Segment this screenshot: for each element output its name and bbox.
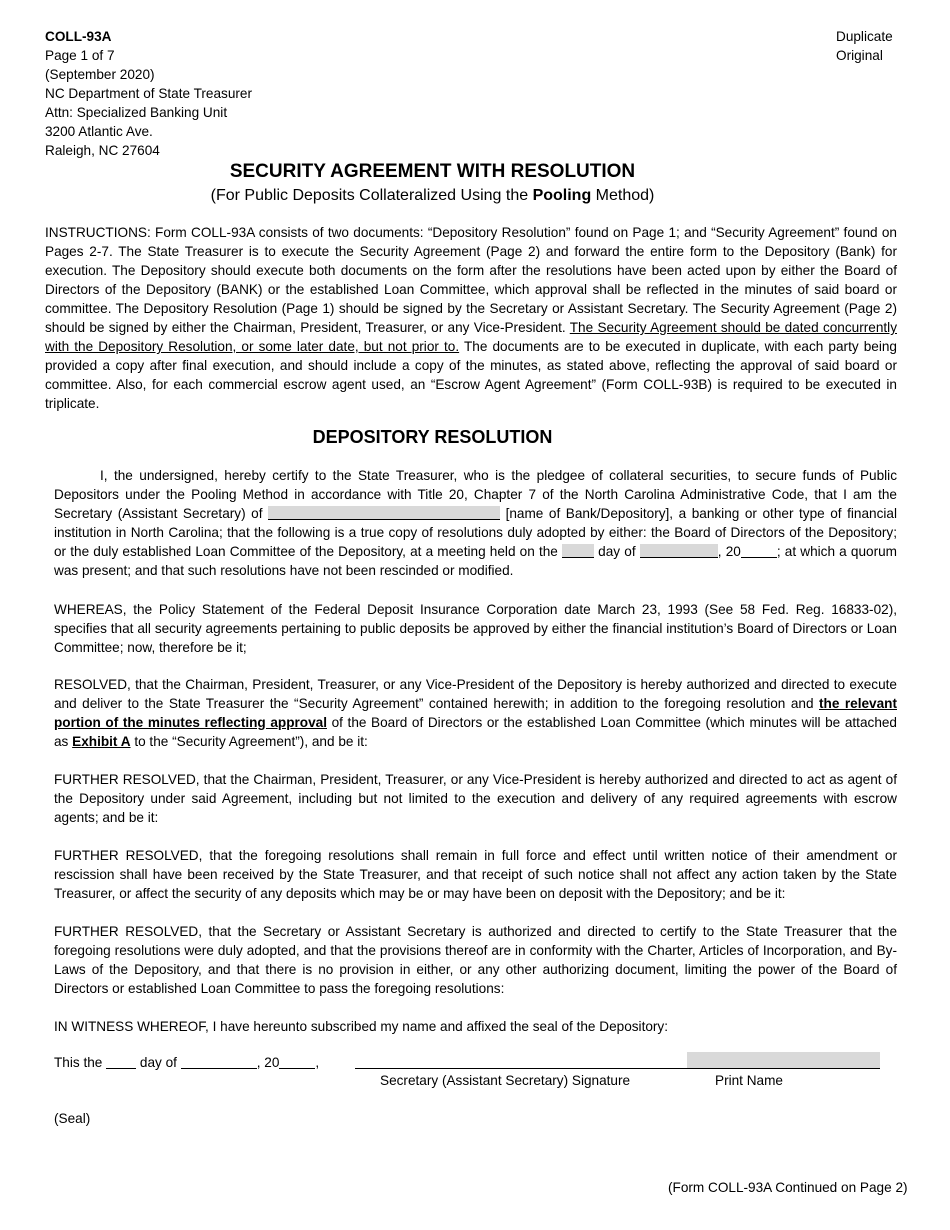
instructions-paragraph: INSTRUCTIONS: Form COLL-93A consists of two documents: “Depository Resolution” found on Page 1; and “Security Agreement” found on Pages 2-7. The State Treasurer is to execute the Security Agreement (Page 2) and forward the entire form to the Depository (Bank) for execution. The Depository should execute both documents on the form after the resolutions have been acted upon by either the Board of Directors of the Depository (BANK) or the established Loan Committee, which approval shall be reflected in the minutes of said board or committee. The Depository Resolution (Page 1) should be signed by the Secretary or Assistant Secretary. The Security Agreement (Page 2) should be signed by either the Chairman, President, Treasurer, or any Vice-President. The Security Agreement should be dated concurrently with the Depository Resolution, or some later date, but not prior to. The documents are to be executed in duplicate, with each party being provided a copy after final execution, and should include a copy of the minutes, as stated above, reflecting the approval of said board or committee. Also, for each commercial escrow agent used, an “Escrow Agent Agreement” (Form COLL-93B) is required to be executed in triplicate. — [45, 225, 897, 411]
bank-name-field[interactable] — [268, 506, 500, 520]
copy-original: Original — [836, 48, 883, 63]
signature-date-line: This the day of , 20 , — [54, 1055, 320, 1070]
certification-paragraph: I, the undersigned, hereby certify to the State Treasurer, who is the pledgee of collateral securities, to secure funds of Public Depositors under the Pooling Method in accordance with Title 20, Chapter 7 of the North Carolina Administrative Code, that I am the Secretary (Assistant Secretary) of [name of Bank/Depository], a banking or other type of financial institution in North Carolina; that the following is a true copy of resolutions duly adopted by either: the Board of Directors of the Depository; or the duly established Loan Committee of the Depository, at a meeting held on the day of , 20 ; at which a quorum was present; and that such resolutions have not been rescinded or modified. — [54, 468, 897, 578]
signature-field[interactable] — [355, 1054, 688, 1069]
form-id: COLL-93A — [45, 29, 112, 44]
meeting-day-field[interactable] — [562, 544, 594, 558]
exhibit-a-label: Exhibit A — [72, 734, 131, 749]
meeting-year-field[interactable] — [741, 544, 777, 558]
copy-duplicate: Duplicate — [836, 29, 893, 44]
street-address: 3200 Atlantic Ave. — [45, 124, 153, 139]
form-date: (September 2020) — [45, 67, 155, 82]
copy-designation — [836, 27, 893, 65]
document-title: SECURITY AGREEMENT WITH RESOLUTION — [229, 161, 636, 182]
sign-year-field[interactable] — [279, 1055, 315, 1069]
print-name-label: Print Name — [715, 1073, 783, 1088]
document-subtitle: (For Public Deposits Collateralized Using the Pooling Method) — [210, 187, 655, 204]
subtitle-bold: Pooling — [532, 187, 592, 204]
instructions-underlined: The Security Agreement should be dated concurrently with the Depository Resolution, or some later date, but not prior to. — [45, 320, 897, 354]
header-address-block — [45, 27, 252, 160]
sign-month-field[interactable] — [181, 1055, 257, 1069]
seal-label: (Seal) — [54, 1111, 91, 1126]
witness-statement: IN WITNESS WHEREOF, I have hereunto subscribed my name and affixed the seal of the Depository: — [54, 1019, 669, 1034]
page-number: Page 1 of 7 — [45, 48, 115, 63]
further-resolved-force-paragraph: FURTHER RESOLVED, that the foregoing resolutions shall remain in full force and effect until written notice of their amendment or rescission shall have been received by the State Treasurer, and that receipt of such notice shall not affect any action taken by the State Treasurer, or affect the security of any deposits which may be or may have been on deposit with the Depository; and be it: — [54, 848, 897, 901]
further-resolved-certify-paragraph: FURTHER RESOLVED, that the Secretary or Assistant Secretary is authorized and directed to certify to the State Treasurer that the foregoing resolutions were duly adopted, and that the provisions thereof are in conformity with the Charter, Articles of Incorporation, and By-Laws of the Depository, and that there is no provision in either, or any other authorizing document, limiting the power of the Board of Directors or established Loan Committee to pass the foregoing resolutions: — [54, 924, 897, 996]
section-title-depository-resolution: DEPOSITORY RESOLUTION — [312, 427, 553, 447]
continued-footer: (Form COLL-93A Continued on Page 2) — [668, 1180, 908, 1195]
whereas-paragraph: WHEREAS, the Policy Statement of the Federal Deposit Insurance Corporation date March 23, 1993 (See 58 Fed. Reg. 16833-02), specifies that all security agreements pertaining to public deposits be approved by either the financial institution’s Board of Directors or Loan Committee; now, therefore be it; — [54, 602, 897, 655]
city-state-zip: Raleigh, NC 27604 — [45, 143, 160, 158]
further-resolved-agent-paragraph: FURTHER RESOLVED, that the Chairman, President, Treasurer, or any Vice-President is hereby authorized and directed to act as agent of the Depository under said Agreement, including but not limited to the execution and delivery of any required agreements with escrow agents; and be it: — [54, 772, 897, 825]
attention-line: Attn: Specialized Banking Unit — [45, 105, 228, 120]
signature-label: Secretary (Assistant Secretary) Signature — [380, 1073, 631, 1088]
print-name-field[interactable] — [687, 1052, 880, 1069]
resolved-paragraph: RESOLVED, that the Chairman, President, Treasurer, or any Vice-President of the Depository is hereby authorized and directed to execute and deliver to the State Treasurer the “Security Agreement” contained herewith; in addition to the foregoing resolution and the relevant portion of the minutes reflecting approval of the Board of Directors or the established Loan Committee (which minutes will be attached as Exhibit A to the “Security Agreement”), and be it: — [54, 677, 897, 749]
minutes-approval-emphasis: the relevant portion of the minutes reflecting approval — [54, 696, 897, 730]
meeting-month-field[interactable] — [640, 544, 718, 558]
sign-day-field[interactable] — [106, 1055, 136, 1069]
department-name: NC Department of State Treasurer — [45, 86, 253, 101]
